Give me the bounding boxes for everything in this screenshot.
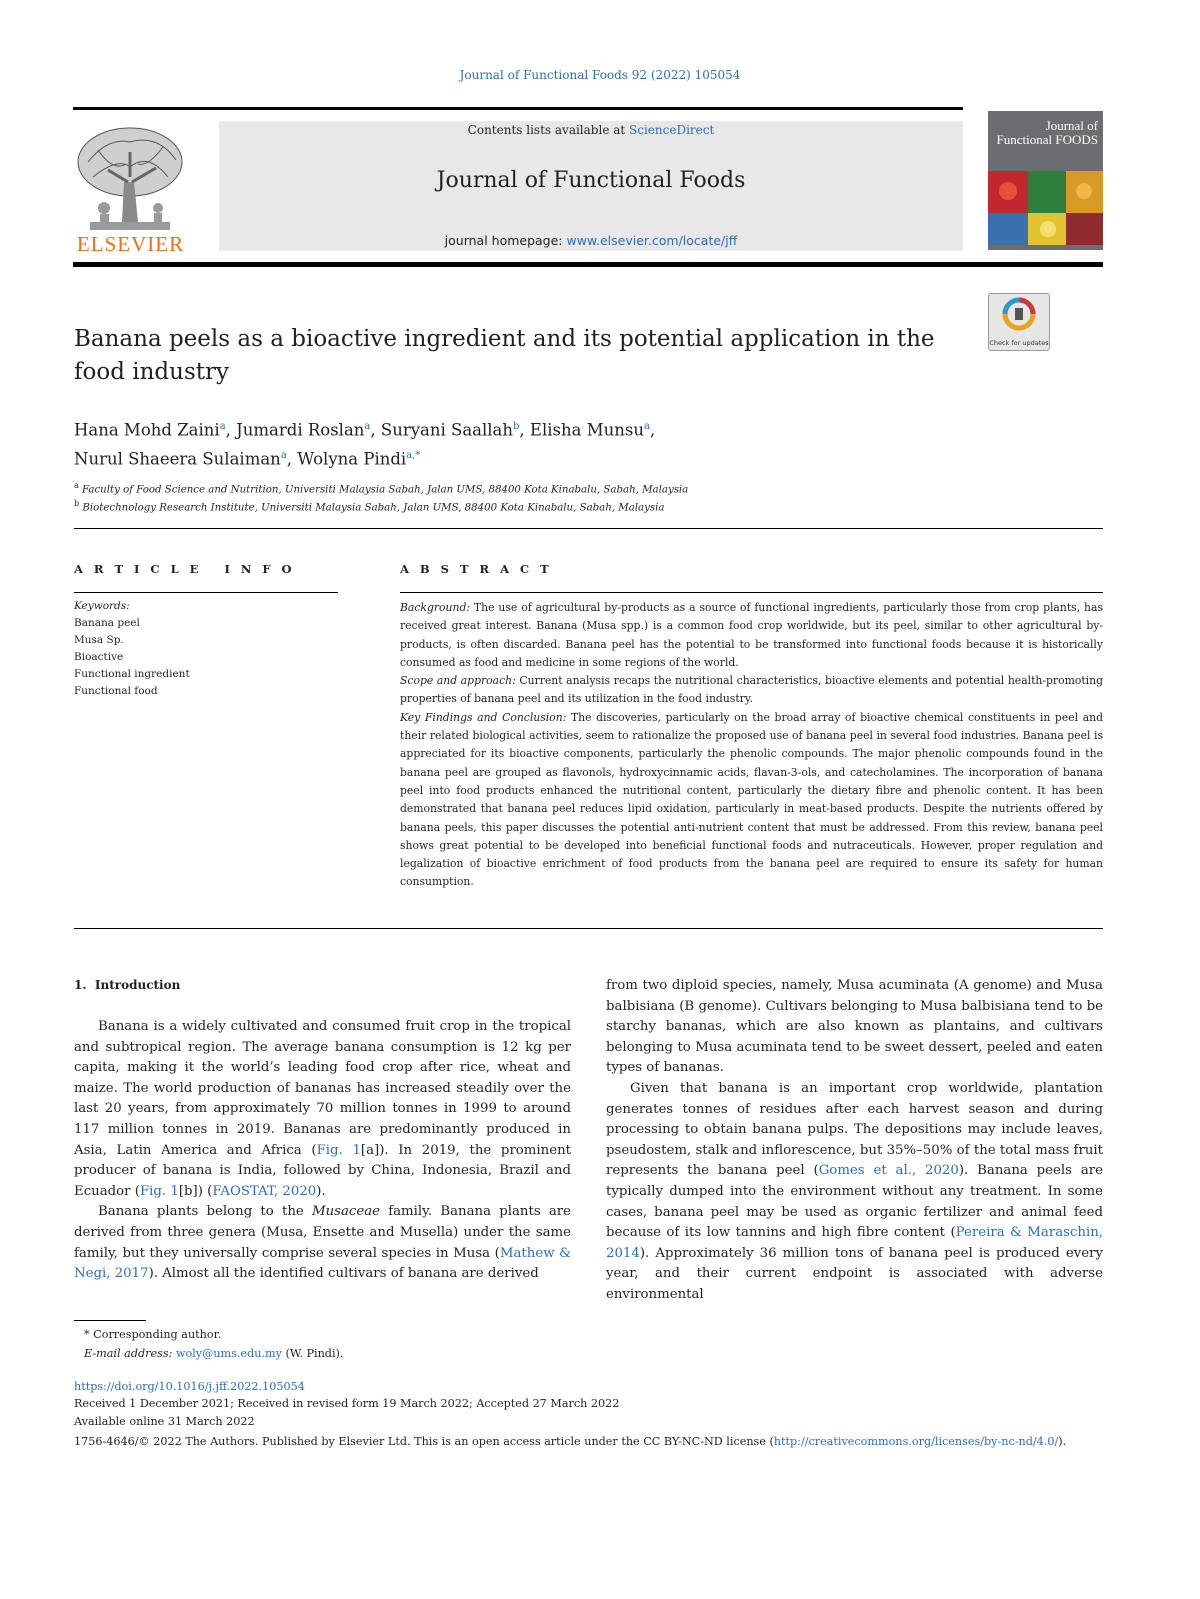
- abstract-background-label: Background:: [400, 601, 470, 614]
- doi-line: [74, 1380, 305, 1393]
- author-affiliation-mark[interactable]: a: [364, 421, 371, 432]
- reference-link[interactable]: Pereira & Maraschin, 2014: [606, 1225, 1103, 1261]
- paragraph: from two diploid species, namely, Musa acuminata (A genome) and Musa balbisiana (B genome). Cultivars belonging to Musa balbisiana tend to be starchy bananas, which are also known as plantains, and cultivars belonging to Musa acuminata tend to be sweet dessert, peeled and eaten types of bananas.: [606, 978, 1103, 1076]
- abstract-scope: [400, 672, 1103, 709]
- article-info-heading: A R T I C L E I N F O: [74, 562, 296, 576]
- abstract-findings-label: Key Findings and Conclusion:: [400, 710, 567, 724]
- author-list: [74, 414, 974, 471]
- abstract-scope-label: Scope and approach:: [400, 674, 516, 688]
- reference-link[interactable]: Gomes et al., 2020: [818, 1163, 959, 1179]
- check-for-updates-badge[interactable]: [988, 293, 1050, 351]
- affiliation-rule: [74, 528, 1103, 529]
- author-affiliation-mark[interactable]: b: [513, 421, 520, 432]
- paragraph-text: ). Almost all the identified cultivars of banana are derived: [148, 1266, 539, 1282]
- abstract-body: [400, 599, 1103, 892]
- paragraph: [606, 1079, 1103, 1306]
- affiliation-label: b: [74, 499, 80, 508]
- cover-artwork: [988, 111, 1103, 250]
- homepage-prefix: journal homepage:: [444, 233, 567, 248]
- reference-link[interactable]: Mathew & Negi, 2017: [74, 1245, 572, 1282]
- affiliation-text: Faculty of Food Science and Nutrition, Universiti Malaysia Sabah, Jalan UMS, 88400 Kota Kinabalu, Sabah, Malaysia: [82, 484, 689, 496]
- abstract-heading: A B S T R A C T: [400, 562, 553, 576]
- paragraph-text: [a]). In 2019, the prominent producer of banana is India, followed by China, Indonesia, Brazil and Ecuador (: [74, 1142, 572, 1199]
- figure-link[interactable]: Fig. 1: [316, 1142, 361, 1158]
- email-link[interactable]: woly@ums.edu.my: [175, 1347, 282, 1360]
- contents-line: [219, 123, 963, 137]
- paragraph-text: family. Banana plants are derived from three genera (Musa, Ensette and Musella) under the same family, but they universally comprise several species in Musa (: [74, 1204, 571, 1261]
- check-updates-icon: [1002, 297, 1036, 331]
- doi-link[interactable]: https://doi.org/10.1016/j.jff.2022.105054: [74, 1380, 305, 1393]
- abstract-findings-text: The discoveries, particularly on the broad array of bioactive chemical constituents in peel and their related biological activities, seem to rationalize the proposed use of banana peel in several food industries. Banana peel is appreciated for its bioactive components, particularly the phenolic compounds. The major phenolic compounds found in the banana peel are grouped as flavonols, hydroxycinnamic acids, flavan-3-ols, and catecholamines. The incorporation of banana peel into food products enhanced the nutritional content, particularly the dietary fibre and phenolic content. It has been demonstrated that banana peel reduces lipid oxidation, particularly in meat-based products. Despite the nutrients offered by banana peels, this paper discusses the potential anti-nutrient content that must be addressed. From this review, banana peel shows great potential to be developed into beneficial functional foods and nutraceuticals. However, proper regulation and legalization of bioactive enrichment of food products from the banana peel are required to ensure its safety for human consumption.: [400, 710, 1103, 889]
- author-separator: ,: [225, 420, 237, 440]
- affiliation-text: Biotechnology Research Institute, Universiti Malaysia Sabah, Jalan UMS, 88400 Kota Kinabalu, Sabah, Malaysia: [82, 502, 665, 514]
- footnote: [84, 1325, 343, 1363]
- corresponding-author-note: * Corresponding author.: [84, 1328, 222, 1341]
- figure-link[interactable]: Fig. 1: [139, 1183, 179, 1199]
- abstract-findings: [400, 709, 1103, 892]
- author-affiliation-mark[interactable]: a: [219, 421, 226, 432]
- keyword-item: Banana peel: [74, 617, 140, 629]
- email-line: [84, 1344, 343, 1363]
- elsevier-wordmark: ELSEVIER: [76, 232, 185, 256]
- author-name[interactable]: Elisha Munsu: [529, 420, 644, 440]
- masthead-rule: [73, 262, 1103, 267]
- keywords-block: [74, 598, 190, 700]
- available-online: Available online 31 March 2022: [74, 1415, 255, 1428]
- keyword-item: Functional food: [74, 685, 158, 697]
- author-separator: ,: [286, 449, 298, 468]
- sciencedirect-link[interactable]: ScienceDirect: [629, 123, 715, 137]
- journal-title: Journal of Functional Foods: [436, 168, 746, 193]
- abstract-rule: [400, 592, 1103, 593]
- journal-reference[interactable]: Journal of Functional Foods 92 (2022) 105054: [459, 68, 741, 82]
- license-text: ).: [1058, 1435, 1067, 1448]
- author-affiliation-mark[interactable]: a: [643, 421, 650, 432]
- license-text: 1756-4646/© 2022 The Authors. Published by Elsevier Ltd. This is an open access article under the CC BY-NC-ND license (: [74, 1435, 774, 1448]
- author-name[interactable]: Wolyna Pindi: [297, 449, 407, 468]
- paragraph-text: [b]) (: [178, 1183, 213, 1199]
- footnote-rule: [74, 1320, 146, 1321]
- license-line: [74, 1433, 1103, 1451]
- license-link[interactable]: http://creativecommons.org/licenses/by-nc-nd/4.0/: [773, 1435, 1059, 1448]
- author-name[interactable]: Suryani Saallah: [380, 420, 514, 440]
- article-title: Banana peels as a bioactive ingredient and its potential application in the food industry: [74, 326, 935, 385]
- affiliation-b: [74, 499, 664, 513]
- paragraph-text: ). Approximately 36 million tons of banana peel is produced every year, and their current endpoint is associated with adverse environmental: [606, 1245, 1103, 1302]
- keyword-item: Bioactive: [74, 651, 124, 663]
- paragraph-text: Banana plants belong to the: [98, 1204, 312, 1220]
- paragraph-text: Given that banana is an important crop worldwide, plantation generates tonnes of residues after each harvest season and during processing to obtain banana pulps. The depositions may include leaves, pseudostem, stalk and inflorescence, but 35%–50% of the total mass fruit represents the banana peel (: [606, 1080, 1103, 1179]
- abstract-background: [400, 599, 1103, 672]
- top-rule: [73, 107, 963, 110]
- email-suffix: (W. Pindi).: [281, 1347, 344, 1360]
- author-separator: ,: [370, 420, 381, 440]
- cover-title: Journal of Functional FOODS: [996, 118, 1098, 147]
- contents-prefix: Contents lists available at: [467, 123, 630, 137]
- check-updates-label: Check for updates: [989, 339, 1049, 347]
- abstract-scope-text: Current analysis recaps the nutritional characteristics, bioactive elements and potential health-promoting properties of banana peel and its utilization in the food industry.: [400, 674, 1103, 706]
- received-dates: Received 1 December 2021; Received in revised form 19 March 2022; Accepted 27 March 2022: [74, 1397, 620, 1410]
- keyword-item: Musa Sp.: [74, 634, 124, 646]
- section-heading-introduction: 1. Introduction: [74, 978, 181, 992]
- author-separator: ,: [649, 420, 656, 440]
- affiliation-a: [74, 481, 688, 495]
- author-affiliation-mark[interactable]: a: [280, 449, 287, 461]
- paragraph-emphasis: Musaceae: [311, 1204, 380, 1220]
- paragraph: [74, 1017, 571, 1202]
- affiliation-label: a: [74, 481, 79, 490]
- article-info-rule: [74, 592, 338, 593]
- author-affiliation-mark[interactable]: a,*: [406, 449, 421, 461]
- email-label: E-mail address:: [84, 1347, 173, 1360]
- keywords-heading: Keywords:: [74, 600, 130, 612]
- paragraph: [74, 1202, 571, 1284]
- journal-cover-image[interactable]: [988, 111, 1103, 250]
- left-column-text: [74, 1017, 571, 1285]
- author-name[interactable]: Nurul Shaeera Sulaiman: [74, 449, 281, 468]
- author-name[interactable]: Jumardi Roslan: [236, 420, 365, 440]
- reference-link[interactable]: FAOSTAT, 2020: [212, 1183, 317, 1199]
- homepage-link[interactable]: www.elsevier.com/locate/jff: [566, 233, 738, 248]
- paragraph-text: ). Banana peels are typically dumped into the environment without any treatment. In some cases, banana peel may be used as organic fertilizer and animal feed because of its low tannins and high fibre content (: [606, 1163, 1103, 1241]
- right-column-text: [606, 976, 1103, 1306]
- author-separator: ,: [519, 420, 530, 440]
- homepage-line: [219, 233, 963, 248]
- abstract-end-rule: [74, 928, 1103, 929]
- abstract-background-text: The use of agricultural by-products as a source of functional ingredients, particularly those from crop plants, has received great interest. Banana (Musa spp.) is a common food crop worldwide, but its peel, similar to other agricultural by-products, is often discarded. Banana peel has the potential to be transformed into functional foods because it is historically consumed as food and medicine in some regions of the world.: [400, 601, 1103, 669]
- keyword-item: Functional ingredient: [74, 668, 190, 680]
- author-name[interactable]: Hana Mohd Zaini: [74, 420, 220, 440]
- paragraph-text: ).: [316, 1183, 326, 1199]
- paragraph-text: Banana is a widely cultivated and consumed fruit crop in the tropical and subtropical region. The average banana consumption is 12 kg per capita, making it the world’s leading food crop after rice, wheat and maize. The world production of bananas has increased steadily over the last 20 years, from approximately 70 million tonnes in 1999 to around 117 million tonnes in 2019. Bananas are predominantly produced in Asia, Latin America and Africa (: [74, 1019, 571, 1158]
